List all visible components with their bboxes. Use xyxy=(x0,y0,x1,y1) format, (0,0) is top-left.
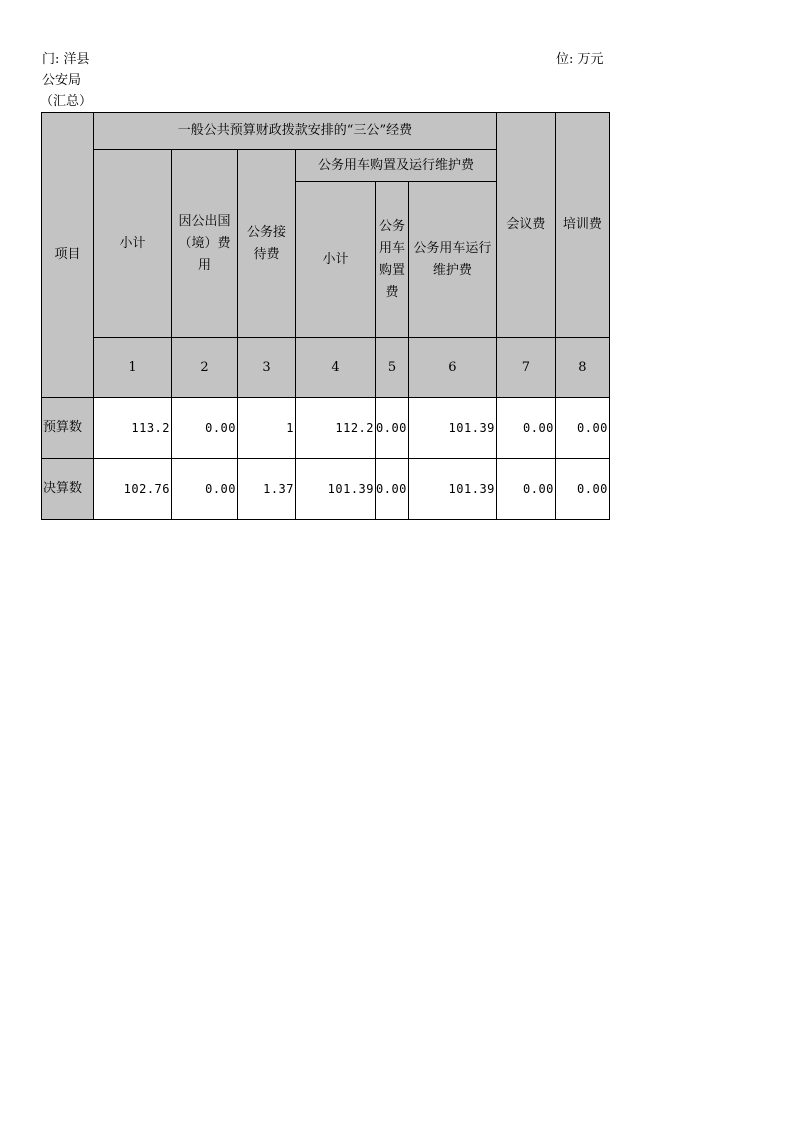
column-number-1: 1 xyxy=(94,338,172,398)
column-number-3: 3 xyxy=(238,338,296,398)
row-label-final: 决算数 xyxy=(42,459,94,520)
overseas-header-label: 因公出国（境）费用 xyxy=(178,213,231,273)
overseas-header xyxy=(172,150,238,338)
unit-label: 位: 万元 xyxy=(556,52,604,67)
final-vehicle-purchase: 0.00 xyxy=(376,459,409,520)
item-header: 项目 xyxy=(42,113,94,398)
vehicle-purchase-header xyxy=(376,182,409,338)
reception-header-label: 公务接待费 xyxy=(246,224,286,262)
table-row-budget xyxy=(42,398,610,459)
department-line-1: 门: 洋县 xyxy=(42,52,90,67)
final-subtotal: 102.76 xyxy=(94,459,172,520)
three-public-expenses-table xyxy=(41,112,610,520)
budget-reception: 1 xyxy=(238,398,296,459)
final-overseas: 0.00 xyxy=(172,459,238,520)
budget-vehicle-maintenance: 101.39 xyxy=(408,398,496,459)
vehicle-purchase-header-label: 公务用车购置费 xyxy=(378,218,405,300)
subtotal-header: 小计 xyxy=(94,150,172,338)
budget-training: 0.00 xyxy=(555,398,609,459)
column-number-5: 5 xyxy=(376,338,409,398)
column-number-7: 7 xyxy=(496,338,555,398)
budget-overseas: 0.00 xyxy=(172,398,238,459)
final-reception: 1.37 xyxy=(238,459,296,520)
column-number-2: 2 xyxy=(172,338,238,398)
column-number-4: 4 xyxy=(296,338,376,398)
final-meeting: 0.00 xyxy=(496,459,555,520)
vehicle-maintenance-header-label: 公务用车运行维护费 xyxy=(413,240,492,278)
budget-vehicle-subtotal: 112.2 xyxy=(296,398,376,459)
table-row-final xyxy=(42,459,610,520)
meeting-header-label: 会议费 xyxy=(506,217,546,232)
column-number-6: 6 xyxy=(408,338,496,398)
budget-meeting: 0.00 xyxy=(496,398,555,459)
final-vehicle-subtotal: 101.39 xyxy=(296,459,376,520)
column-number-8: 8 xyxy=(555,338,609,398)
meeting-header xyxy=(496,113,555,338)
final-vehicle-maintenance: 101.39 xyxy=(408,459,496,520)
vehicle-subtotal-header: 小计 xyxy=(296,182,376,338)
budget-vehicle-purchase: 0.00 xyxy=(376,398,409,459)
group-header: 一般公共预算财政拨款安排的“三公”经费 xyxy=(94,113,497,150)
reception-header xyxy=(238,150,296,338)
training-header-label: 培训费 xyxy=(562,217,602,232)
row-label-budget: 预算数 xyxy=(42,398,94,459)
department-line-3: （汇总） xyxy=(40,94,93,109)
training-header xyxy=(555,113,609,338)
budget-subtotal: 113.2 xyxy=(94,398,172,459)
final-training: 0.00 xyxy=(555,459,609,520)
department-line-2: 公安局 xyxy=(42,73,82,88)
vehicle-group-header: 公务用车购置及运行维护费 xyxy=(296,150,497,182)
vehicle-maintenance-header xyxy=(408,182,496,338)
